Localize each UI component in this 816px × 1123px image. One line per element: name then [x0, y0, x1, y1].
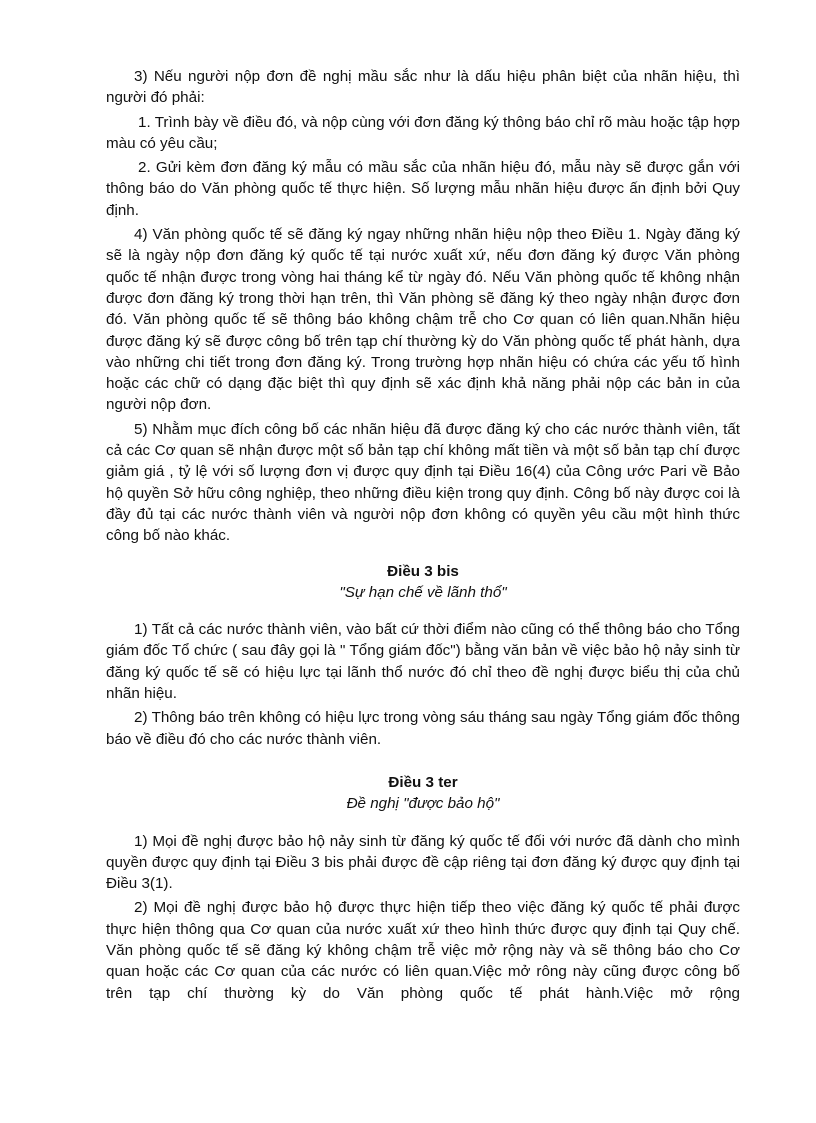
article-3bis-paragraph-2: 2) Thông báo trên không có hiệu lực trong vòng sáu tháng sau ngày Tổng giám đốc thông báo về điều đó cho các nước thành viên.: [106, 709, 740, 748]
paragraph-3-item-2: 2. Gửi kèm đơn đăng ký mẫu có mầu sắc của nhãn hiệu đó, mẫu này sẽ được gắn với thông báo do Văn phòng quốc tế thực hiện. Số lượng mẫu nhãn hiệu được ấn định bởi Quy định.: [106, 159, 740, 219]
article-3bis-subtitle: "Sự hạn chế về lãnh thổ": [339, 583, 507, 601]
article-3bis-paragraph-1: 1) Tất cả các nước thành viên, vào bất cứ thời điểm nào cũng có thể thông báo cho Tổng giám đốc Tổ chức ( sau đây gọi là " Tổng giám đốc") bằng văn bản về việc bảo hộ nảy sinh từ đăng ký quốc tế sẽ có hiệu lực tại lãnh thổ nước đó chỉ theo đề nghị được biểu thị của chủ nhãn hiệu.: [106, 621, 740, 703]
paragraph-4: 4) Văn phòng quốc tế sẽ đăng ký ngay những nhãn hiệu nộp theo Điều 1. Ngày đăng ký sẽ là ngày nộp đơn đăng ký quốc tế tại nước xuất xứ, nếu đơn đăng ký được Văn phòng quốc tế nhận được trong vòng hai tháng kể từ ngày đó. Nếu Văn phòng quốc tế không nhận được đơn đăng ký trong thời hạn trên, thì Văn phòng sẽ đăng ký theo ngày nhận được đơn đó. Văn phòng quốc tế sẽ thông báo không chậm trễ cho Cơ quan có liên quan.Nhãn hiệu được đăng ký sẽ được công bố trên tạp chí thường kỳ do Văn phòng quốc tế phát hành, dựa vào những chi tiết trong đơn đăng ký. Trong trường hợp nhãn hiệu có chứa các yếu tố hình hoặc các chữ có dạng đặc biệt thì quy định sẽ xác định khả năng phải nộp các bản in của người nộp đơn.: [106, 226, 740, 414]
paragraph-3-item-1: 1. Trình bày về điều đó, và nộp cùng với đơn đăng ký thông báo chỉ rõ màu hoặc tập hợp màu có yêu cầu;: [106, 113, 740, 152]
article-3ter-heading: [106, 772, 740, 815]
article-3bis-title: Điều 3 bis: [387, 562, 459, 580]
article-3bis-heading: [106, 561, 740, 604]
article-3ter-subtitle: Đề nghị "được bảo hộ": [346, 795, 500, 813]
article-3ter-paragraph-2: 2) Mọi đề nghị được bảo hộ được thực hiện tiếp theo việc đăng ký quốc tế phải được thực hiện thông qua Cơ quan của nước xuất xứ theo hình thức được quy định tại Quy chế. Văn phòng quốc tế sẽ đăng ký không chậm trễ việc mở rộng này và sẽ thông báo cho Cơ quan hoặc các Cơ quan của các nước có liên quan.Việc mở rông này cũng được công bố trên tạp chí thường kỳ do Văn phòng quốc tế phát hành.Việc mở rộng: [106, 899, 740, 1002]
paragraph-3: 3) Nếu người nộp đơn đề nghị mầu sắc như là dấu hiệu phân biệt của nhãn hiệu, thì người đó phải:: [106, 68, 740, 107]
document-page: [106, 66, 740, 1007]
article-3ter-paragraph-1: 1) Mọi đề nghị được bảo hộ nảy sinh từ đăng ký quốc tế đối với nước đã dành cho mình quyền được quy định tại Điều 3 bis phải được đề cập riêng tại đơn đăng ký được quy định tại Điều 3(1).: [106, 832, 740, 893]
paragraph-5: 5) Nhằm mục đích công bố các nhãn hiệu đã được đăng ký cho các nước thành viên, tất cả các Cơ quan sẽ nhận được một số bản tạp chí không mất tiền và một số bản tạp chí được giảm giá , tỷ lệ với số lượng đơn vị được quy định tại Điều 16(4) của Công ước Pari về Bảo hộ quyền Sở hữu công nghiệp, theo những điều kiện trong quy định. Công bố này được coi là đầy đủ tại các nước thành viên và người nộp đơn không có quyền yêu cầu một hình thức công bố nào khác.: [106, 420, 740, 545]
article-3ter-title: Điều 3 ter: [388, 773, 458, 791]
